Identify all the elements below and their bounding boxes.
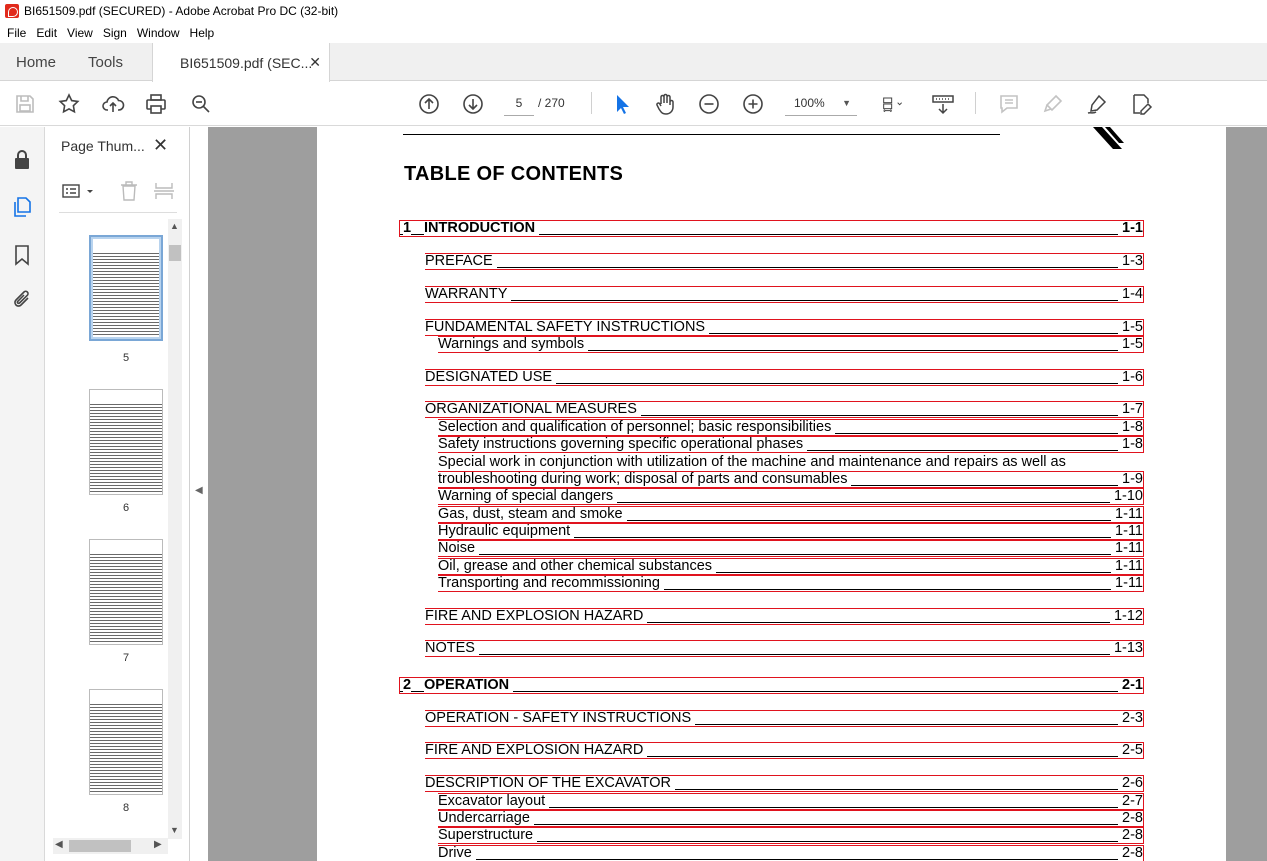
toc-entry-label: NOTES [425,641,479,656]
previous-page-icon[interactable] [416,91,442,117]
toc-entry-page: 1-11 [1111,507,1143,522]
toc-entry-page: 2-8 [1118,846,1143,861]
options-menu-icon[interactable] [61,181,97,201]
toc-entry-page: 1-7 [1118,402,1143,417]
thumbnail-page-number: 5 [122,352,130,364]
brand-logo-icon [1079,127,1139,151]
toc-entry-page: 1-4 [1118,287,1143,302]
collapse-panel-icon[interactable]: ◀ [195,485,203,496]
left-rail [0,127,45,861]
toc-entry-page: 1-11 [1111,541,1143,556]
toc-entry-page: 2-7 [1118,794,1143,809]
menu-bar [0,22,1267,43]
toc-entry-label: ORGANIZATIONAL MEASURES [425,402,641,417]
toc-entry[interactable] [438,506,1144,523]
print-icon[interactable] [143,91,169,117]
toc-entry-label: Undercarriage [438,811,534,826]
toc-entry-page: 2-8 [1118,811,1143,826]
toc-entry-page: 1-12 [1110,609,1143,624]
toc-entry-label: PREFACE [425,254,497,269]
insert-pages-icon[interactable] [153,179,175,203]
window-title: BI651509.pdf (SECURED) - Adobe Acrobat Pro DC (32-bit) [24,4,339,18]
zoom-in-icon[interactable] [740,91,766,117]
page-thumbnail[interactable] [89,539,163,645]
toc-leader-line [439,841,1143,842]
toc-heading: TABLE OF CONTENTS [404,163,624,185]
sign-pen-icon[interactable] [1084,91,1110,117]
toc-entry-page: 1-13 [1110,641,1143,656]
toc-leader-line [439,554,1143,555]
thumbnail-page-number: 6 [122,502,130,514]
toc-entry-page: 2-1 [1118,678,1143,693]
toc-leader-line [426,300,1143,301]
title-bar [0,0,1267,22]
bookmark-icon[interactable] [10,243,34,267]
toc-entry[interactable] [438,540,1144,557]
toc-entry[interactable] [425,253,1144,270]
toc-entry[interactable] [425,401,1144,418]
scroll-down-icon[interactable]: ▼ [170,825,179,835]
page-thumbnail[interactable] [89,389,163,495]
acrobat-app-icon [5,4,19,18]
page-thumbnails-panel [45,127,190,861]
highlight-pen-icon[interactable] [1040,91,1066,117]
chevron-down-icon: ▼ [842,98,851,108]
toc-entry-label: DESCRIPTION OF THE EXCAVATOR [425,776,675,791]
toc-entry-label: WARRANTY [425,287,511,302]
toc-entry-label: INTRODUCTION [424,221,539,236]
trash-icon[interactable] [119,179,139,203]
toc-entry-page: 1-11 [1111,576,1143,591]
toc-entry-page: 2-5 [1118,743,1143,758]
page-thumbnail[interactable] [89,235,163,341]
toc-entry[interactable] [399,677,1144,694]
select-cursor-icon[interactable] [608,91,634,117]
toc-entry[interactable] [438,336,1144,353]
toc-entry-label: Drive [438,846,476,861]
tab-document[interactable] [152,43,330,82]
toc-entry-label: Warnings and symbols [438,337,588,352]
toc-entry[interactable] [438,793,1144,810]
toc-entry-label: Oil, grease and other chemical substances [438,559,716,574]
zoom-value: 100% [794,96,825,110]
toc-leader-line [426,654,1143,655]
tab-document-label: BI651509.pdf (SEC... [180,54,313,71]
toc-entry-page: 1-1 [1118,221,1143,236]
toolbar-divider [591,92,592,114]
thumbnail-vertical-scrollbar[interactable] [168,219,182,839]
toc-entry[interactable] [438,845,1144,861]
toc-entry-label: Safety instructions governing specific operational phases [438,437,807,452]
toc-entry[interactable] [425,369,1144,386]
toc-entry[interactable] [399,220,1144,237]
page-thumbnails-icon[interactable] [10,195,34,219]
toc-entry-label: Warning of special dangers [438,489,617,504]
toc-entry-label: FUNDAMENTAL SAFETY INSTRUCTIONS [425,320,709,335]
toc-entry-page: 1-10 [1110,489,1143,504]
toc-entry-label: DESIGNATED USE [425,370,556,385]
menu-view[interactable]: View [67,25,93,40]
toc-entry[interactable] [425,775,1144,792]
toc-entry-label: Hydraulic equipment [438,524,574,539]
toc-entry-label: Gas, dust, steam and smoke [438,507,627,522]
lock-icon[interactable] [10,148,34,172]
toc-leader-line [439,859,1143,860]
toc-entry-label: FIRE AND EXPLOSION HAZARD [425,743,647,758]
scrollbar-thumb[interactable] [169,245,181,261]
comment-icon[interactable] [996,91,1022,117]
tab-tools[interactable]: Tools [88,53,124,71]
save-icon[interactable] [12,91,38,117]
thumbnail-horizontal-scrollbar[interactable] [53,838,168,854]
toc-chapter-number: 1 [403,220,412,236]
hand-tool-icon[interactable] [652,91,678,117]
panel-title: Page Thum... [61,138,145,154]
zoom-out-icon[interactable] [696,91,722,117]
pdf-page [317,127,1226,861]
star-icon[interactable] [56,91,82,117]
toc-entry-page: 1-3 [1118,254,1143,269]
main-toolbar [0,82,1267,126]
toc-entry-label: Excavator layout [438,794,549,809]
toolbar-divider [975,92,976,114]
page-thumbnail[interactable] [89,689,163,795]
toc-entry-label: OPERATION [424,678,513,693]
toc-entry[interactable] [438,419,1144,436]
toc-entry[interactable] [438,575,1144,592]
toc-entry[interactable] [425,710,1144,727]
toc-entry-page: 1-8 [1118,420,1143,435]
toc-entry[interactable] [425,742,1144,759]
toc-entry-page: 1-6 [1118,370,1143,385]
toc-entry[interactable] [438,827,1144,844]
panel-toolbar [59,175,177,213]
toc-entry[interactable] [438,523,1144,540]
toc-entry-page: 1-11 [1111,524,1143,539]
toc-entry-page: 2-3 [1118,711,1143,726]
toc-entry[interactable] [438,436,1144,453]
toc-entry-label: troubleshooting during work; disposal of parts and consumables [438,472,851,487]
toc-entry[interactable] [425,319,1144,336]
toc-entry-page: 1-8 [1118,437,1143,452]
next-page-icon[interactable] [460,91,486,117]
toc-entry-label: OPERATION - SAFETY INSTRUCTIONS [425,711,695,726]
toc-leader-line [439,824,1143,825]
toc-entry[interactable] [425,286,1144,303]
scroll-mode-icon[interactable] [930,91,956,117]
scroll-right-icon[interactable]: ▶ [154,839,162,850]
toc-entry[interactable] [438,471,1144,488]
scrollbar-thumb[interactable] [69,840,131,852]
toc-entry[interactable] [438,810,1144,827]
scroll-left-icon[interactable]: ◀ [55,839,63,850]
panel-collapse-strip[interactable] [190,127,208,861]
toc-entry[interactable] [425,640,1144,657]
toc-entry-page: 1-5 [1118,337,1143,352]
document-viewport[interactable] [208,127,1267,861]
page-number-input[interactable]: 5 [504,90,534,116]
toc-entry[interactable] [425,608,1144,625]
toc-entry-page: 1-11 [1111,559,1143,574]
toc-entry-label: FIRE AND EXPLOSION HAZARD [425,609,647,624]
toc-entry-page: 2-8 [1118,828,1143,843]
edit-pdf-icon[interactable] [1128,91,1154,117]
close-panel-icon[interactable]: ✕ [153,135,169,155]
close-tab-icon[interactable]: ✕ [309,54,321,70]
search-zoom-icon[interactable] [188,91,214,117]
toc-entry-page: 1-5 [1118,320,1143,335]
menu-help[interactable]: Help [189,25,215,40]
thumbnail-page-number: 8 [122,802,130,814]
page-total: / 270 [538,96,565,110]
toc-entry[interactable] [438,488,1144,505]
toc-entry-label: Noise [438,541,479,556]
toc-entry-label: Special work in conjunction with utilization of the machine and maintenance and repairs as well as [438,454,1066,470]
header-rule [403,134,1000,135]
menu-edit[interactable]: Edit [36,25,58,40]
scroll-up-icon[interactable]: ▲ [170,221,179,231]
toc-entry[interactable] [438,558,1144,575]
toc-entry-page: 2-6 [1118,776,1143,791]
thumbnail-page-number: 7 [122,652,130,664]
toc-chapter-number: 2 [403,677,412,693]
tab-bar [0,43,1267,81]
menu-file[interactable]: File [7,25,27,40]
toc-entry-label: Superstructure [438,828,537,843]
zoom-select[interactable] [785,90,857,116]
toc-leader-line [426,267,1143,268]
page-fit-icon[interactable] [875,91,911,117]
attachment-icon[interactable] [10,288,34,312]
toc-entry-label: Selection and qualification of personnel; basic responsibilities [438,420,835,435]
toc-entry-page: 1-9 [1118,472,1143,487]
tab-home[interactable]: Home [16,53,57,71]
menu-window[interactable]: Window [136,25,180,40]
upload-cloud-icon[interactable] [100,91,126,117]
menu-sign[interactable]: Sign [102,25,127,40]
toc-entry-label: Transporting and recommissioning [438,576,664,591]
